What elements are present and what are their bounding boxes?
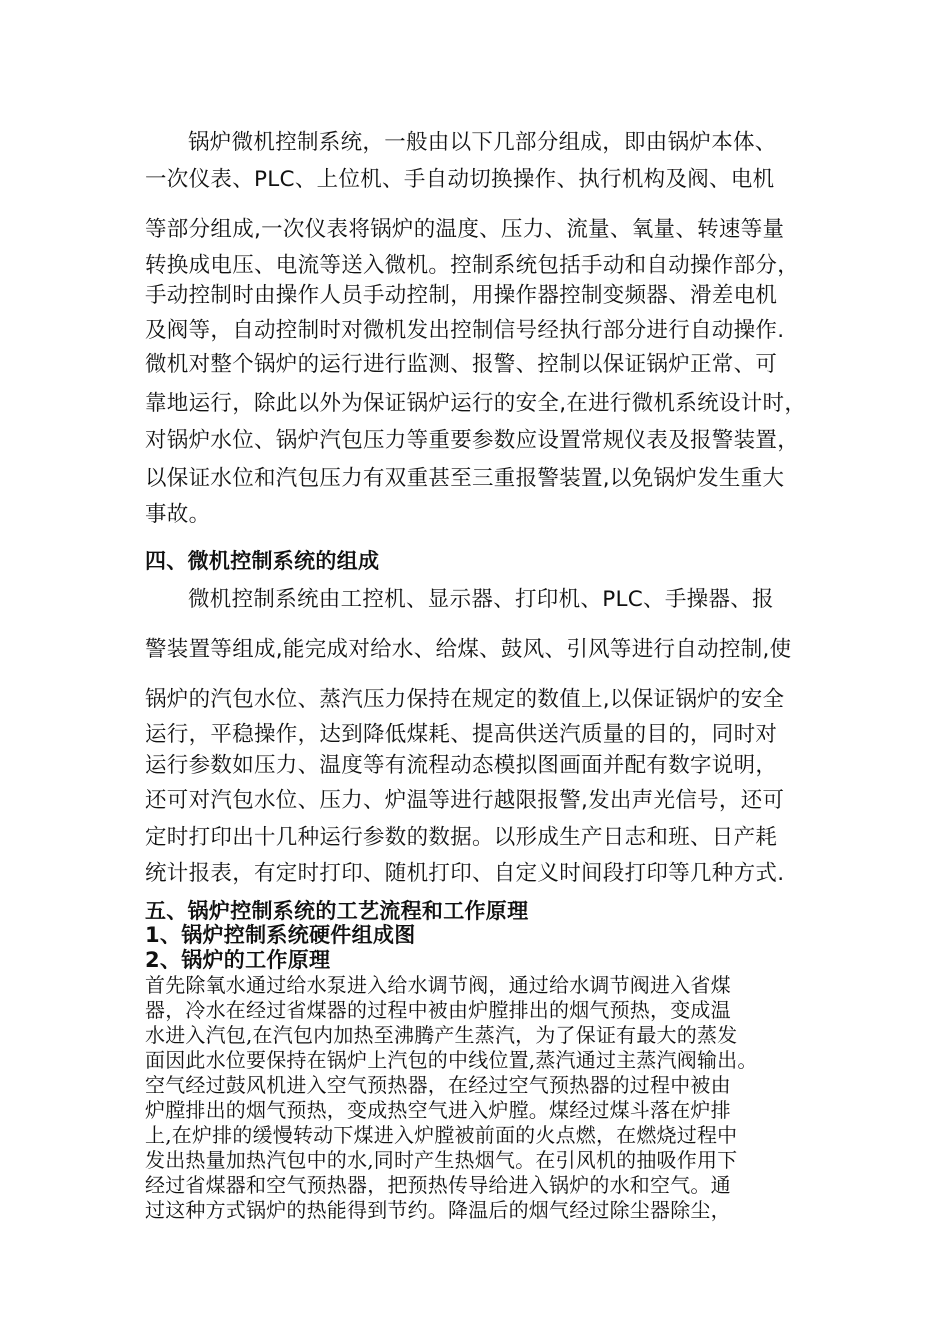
para2-line: 运行，平稳操作，达到降低煤耗、提高供送汽质量的目的，同时对 (145, 722, 778, 747)
para2-line: 警装置等组成,能完成对给水、给煤、鼓风、引风等进行自动控制,使 (145, 637, 792, 662)
para1-line: 对锅炉水位、锅炉汽包压力等重要参数应设置常规仪表及报警装置， (145, 428, 800, 453)
para2-line: 还可对汽包水位、压力、炉温等进行越限报警,发出声光信号，还可 (145, 788, 785, 813)
para1-line: 及阀等，自动控制时对微机发出控制信号经执行部分进行自动操作. (145, 318, 785, 343)
subsection-heading: 1、锅炉控制系统硬件组成图 (145, 923, 416, 947)
para2-line: 运行参数如压力、温度等有流程动态模拟图画面并配有数字说明， (145, 753, 778, 778)
para3-line: 器，冷水在经过省煤器的过程中被由炉膛排出的烟气预热，变成温 (145, 998, 731, 1022)
para1-line: 手动控制时由操作人员手动控制，用操作器控制变频器、滑差电机 (145, 283, 778, 308)
para3-line: 面因此水位要保持在锅炉上汽包的中线位置,蒸汽通过主蒸汽阀输出。 (145, 1048, 758, 1072)
para3-line: 水进入汽包,在汽包内加热至沸腾产生蒸汽，为了保证有最大的蒸发 (145, 1023, 738, 1047)
section-heading: 四、微机控制系统的组成 (145, 549, 380, 573)
section-heading: 五、锅炉控制系统的工艺流程和工作原理 (145, 899, 529, 923)
para1-line: 以保证水位和汽包压力有双重甚至三重报警装置,以免锅炉发生重大 (145, 466, 785, 491)
para2-line: 锅炉的汽包水位、蒸汽压力保持在规定的数值上,以保证锅炉的安全 (145, 687, 785, 712)
para2-line: 定时打印出十几种运行参数的数据。以形成生产日志和班、日产耗 (145, 825, 778, 850)
para3-line: 上,在炉排的缓慢转动下煤进入炉膛被前面的火点燃，在燃烧过程中 (145, 1123, 738, 1147)
para1-line: 锅炉微机控制系统，一般由以下几部分组成，即由锅炉本体、 (188, 130, 777, 155)
para1-line: 事故。 (145, 502, 211, 527)
para2-line: 微机控制系统由工控机、显示器、打印机、PLC、手操器、报 (188, 587, 774, 612)
para1-line: 等部分组成,一次仪表将锅炉的温度、压力、流量、氧量、转速等量 (145, 217, 785, 242)
para2-line: 统计报表，有定时打印、随机打印、自定义时间段打印等几种方式. (145, 861, 785, 886)
para1-line: 一次仪表、PLC、上位机、手自动切换操作、执行机构及阀、电机 (145, 167, 775, 192)
para1-line: 微机对整个锅炉的运行进行监测、报警、控制以保证锅炉正常、可 (145, 352, 778, 377)
para3-line: 首先除氧水通过给水泵进入给水调节阀，通过给水调节阀进入省煤 (145, 973, 731, 997)
para1-line: 靠地运行，除此以外为保证锅炉运行的安全,在进行微机系统设计时， (145, 391, 807, 416)
para3-line: 经过省煤器和空气预热器，把预热传导给进入锅炉的水和空气。通 (145, 1173, 731, 1197)
para3-line: 过这种方式锅炉的热能得到节约。降温后的烟气经过除尘器除尘， (145, 1198, 731, 1222)
para1-line: 转换成电压、电流等送入微机。控制系统包括手动和自动操作部分， (145, 253, 800, 278)
para3-line: 炉膛排出的烟气预热，变成热空气进入炉膛。煤经过煤斗落在炉排 (145, 1098, 731, 1122)
para3-line: 空气经过鼓风机进入空气预热器，在经过空气预热器的过程中被由 (145, 1073, 731, 1097)
para3-line: 发出热量加热汽包中的水,同时产生热烟气。在引风机的抽吸作用下 (145, 1148, 738, 1172)
subsection-heading: 2、锅炉的工作原理 (145, 948, 331, 972)
